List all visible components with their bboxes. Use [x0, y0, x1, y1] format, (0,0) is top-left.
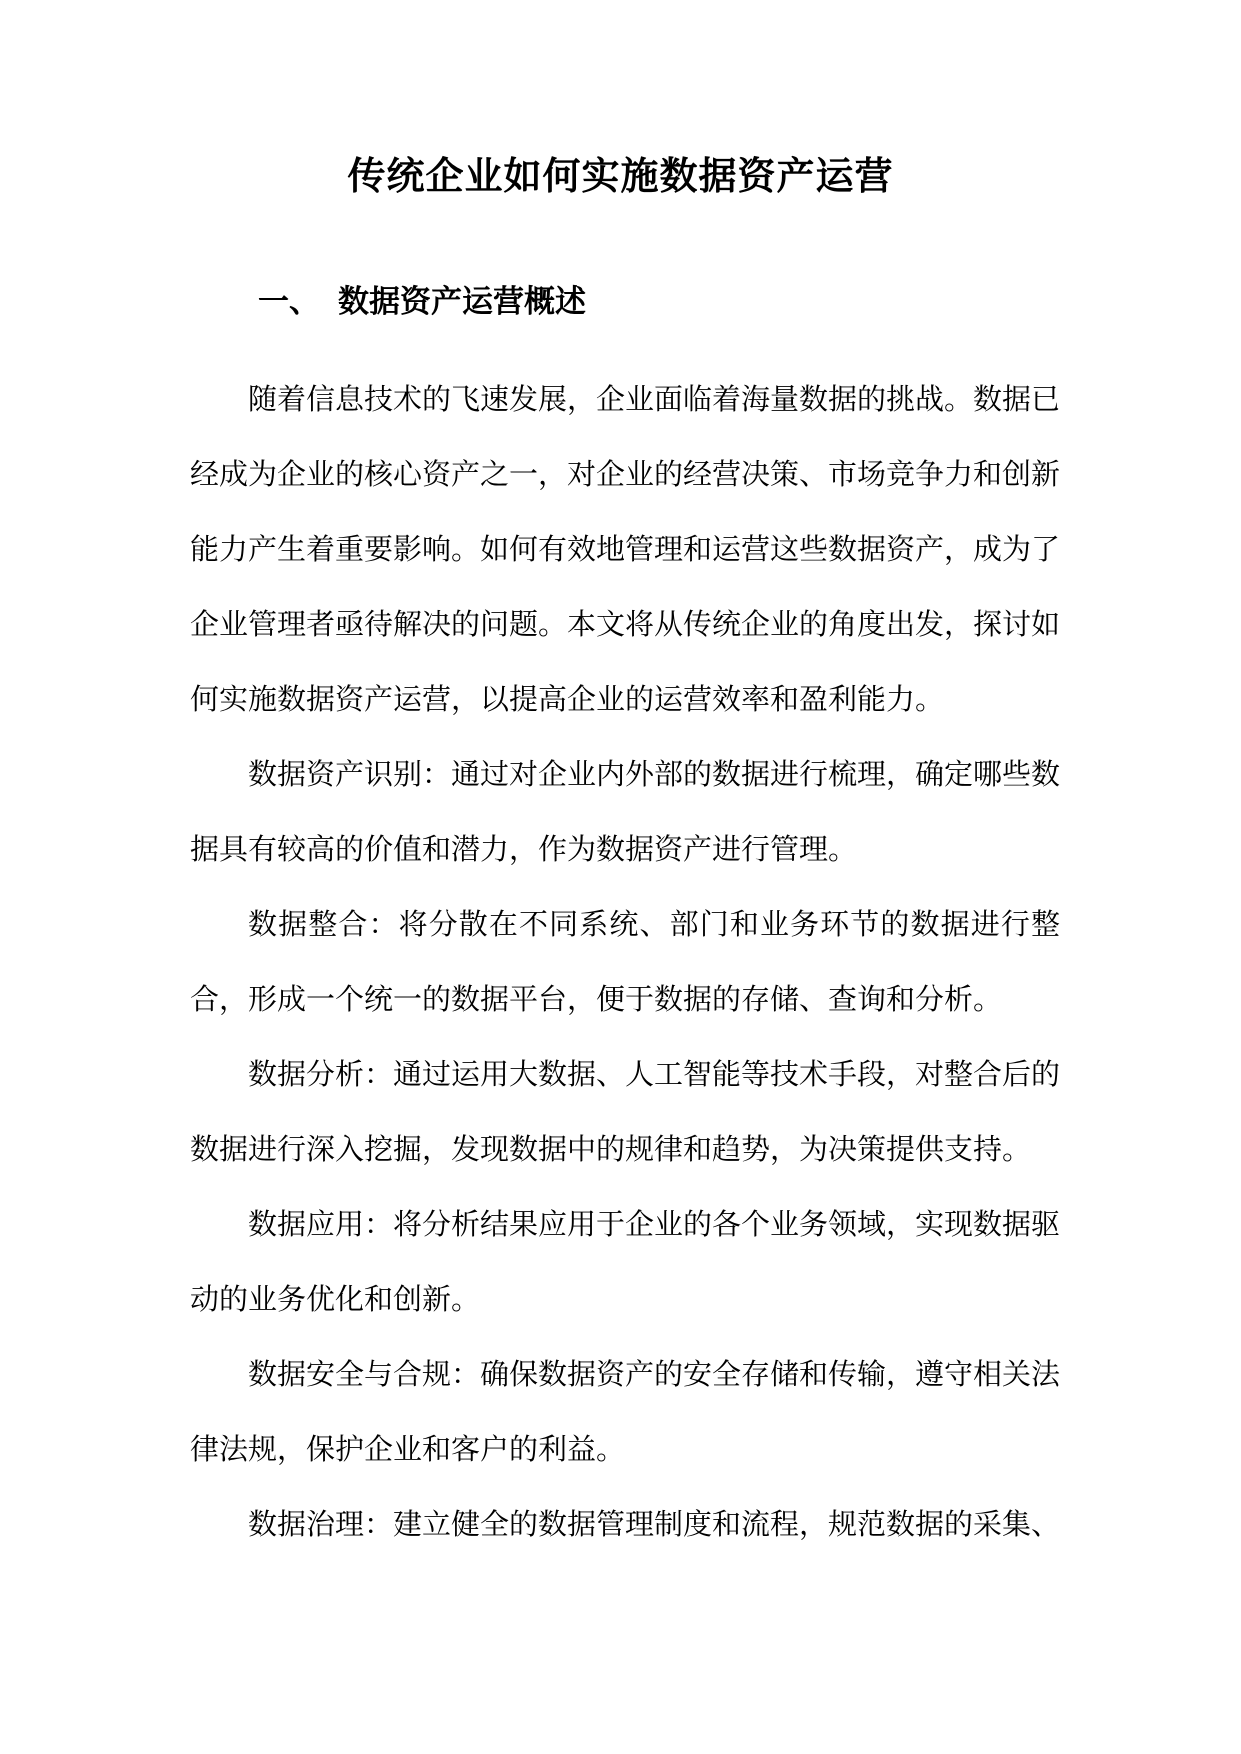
- paragraph-security-compliance: 数据安全与合规：确保数据资产的安全存储和传输，遵守相关法律法规，保护企业和客户的利益。: [190, 1357, 1061, 1466]
- paragraph-intro: 随着信息技术的飞速发展，企业面临着海量数据的挑战。数据已经成为企业的核心资产之一，对企业的经营决策、市场竞争力和创新能力产生着重要影响。如何有效地管理和运营这些数据资产，成为了企业管理者亟待解决的问题。本文将从传统企业的角度出发，探讨如何实施数据资产运营，以提高企业的运营效率和盈利能力。: [190, 382, 1061, 716]
- paragraph-data-application: 数据应用：将分析结果应用于企业的各个业务领域，实现数据驱动的业务优化和创新。: [190, 1207, 1061, 1316]
- document-title: 传统企业如何实施数据资产运营: [347, 153, 894, 198]
- paragraph-data-integration: 数据整合：将分散在不同系统、部门和业务环节的数据进行整合，形成一个统一的数据平台，便于数据的存储、查询和分析。: [190, 907, 1060, 1016]
- section-title: 数据资产运营概述: [338, 284, 586, 320]
- body-text: [190, 362, 1060, 1562]
- paragraph-data-analysis: 数据分析：通过运用大数据、人工智能等技术手段，对整合后的数据进行深入挖掘，发现数据中的规律和趋势，为决策提供支持。: [190, 1057, 1061, 1166]
- section-heading: [258, 280, 586, 324]
- section-number: 一、: [258, 284, 320, 320]
- paragraph-data-governance: 数据治理：建立健全的数据管理制度和流程，规范数据的采集、: [248, 1507, 1061, 1541]
- paragraph-asset-identification: 数据资产识别：通过对企业内外部的数据进行梳理，确定哪些数据具有较高的价值和潜力，作为数据资产进行管理。: [190, 757, 1061, 866]
